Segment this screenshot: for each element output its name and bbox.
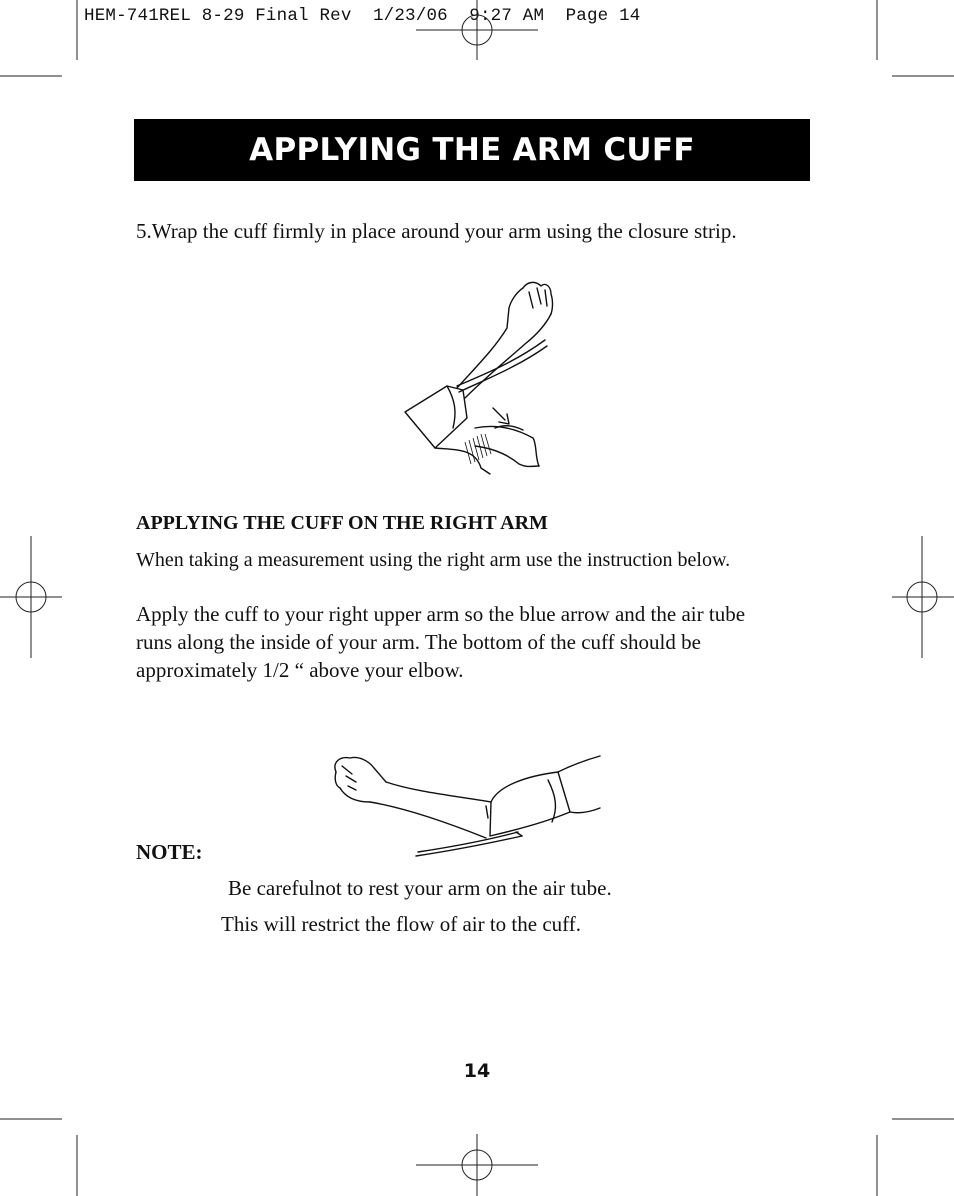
registration-mark-icon <box>0 536 62 658</box>
right-arm-cuff-illustration <box>326 752 606 860</box>
section-body <box>136 600 816 684</box>
body-line: Apply the cuff to your right upper arm so the blue arrow and the air tube <box>136 602 746 626</box>
section-intro: When taking a measurement using the right arm use the instruction below. <box>136 549 731 571</box>
title-banner <box>134 119 810 181</box>
print-slug-line: HEM-741REL 8-29 Final Rev 1/23/06 9:27 AM Page 14 <box>84 6 641 26</box>
note-line-2: This will restrict the flow of air to the cuff. <box>221 912 582 936</box>
registration-mark-icon <box>416 0 538 60</box>
registration-mark-icon <box>892 536 954 658</box>
arm-cuff-wrap-illustration <box>395 278 565 480</box>
page-title: APPLYING THE ARM CUFF <box>249 132 695 168</box>
registration-mark-icon <box>416 1134 538 1196</box>
body-line: approximately 1/2 “ above your elbow. <box>136 658 464 682</box>
note-line-1: Be carefulnot to rest your arm on the air tube. <box>228 876 612 900</box>
section-heading: APPLYING THE CUFF ON THE RIGHT ARM <box>136 512 548 534</box>
note-label: NOTE: <box>136 840 203 864</box>
page-number: 14 <box>463 1060 491 1082</box>
step-5-instruction: 5.Wrap the cuff firmly in place around your arm using the closure strip. <box>136 219 737 243</box>
body-line: runs along the inside of your arm. The bottom of the cuff should be <box>136 630 701 654</box>
